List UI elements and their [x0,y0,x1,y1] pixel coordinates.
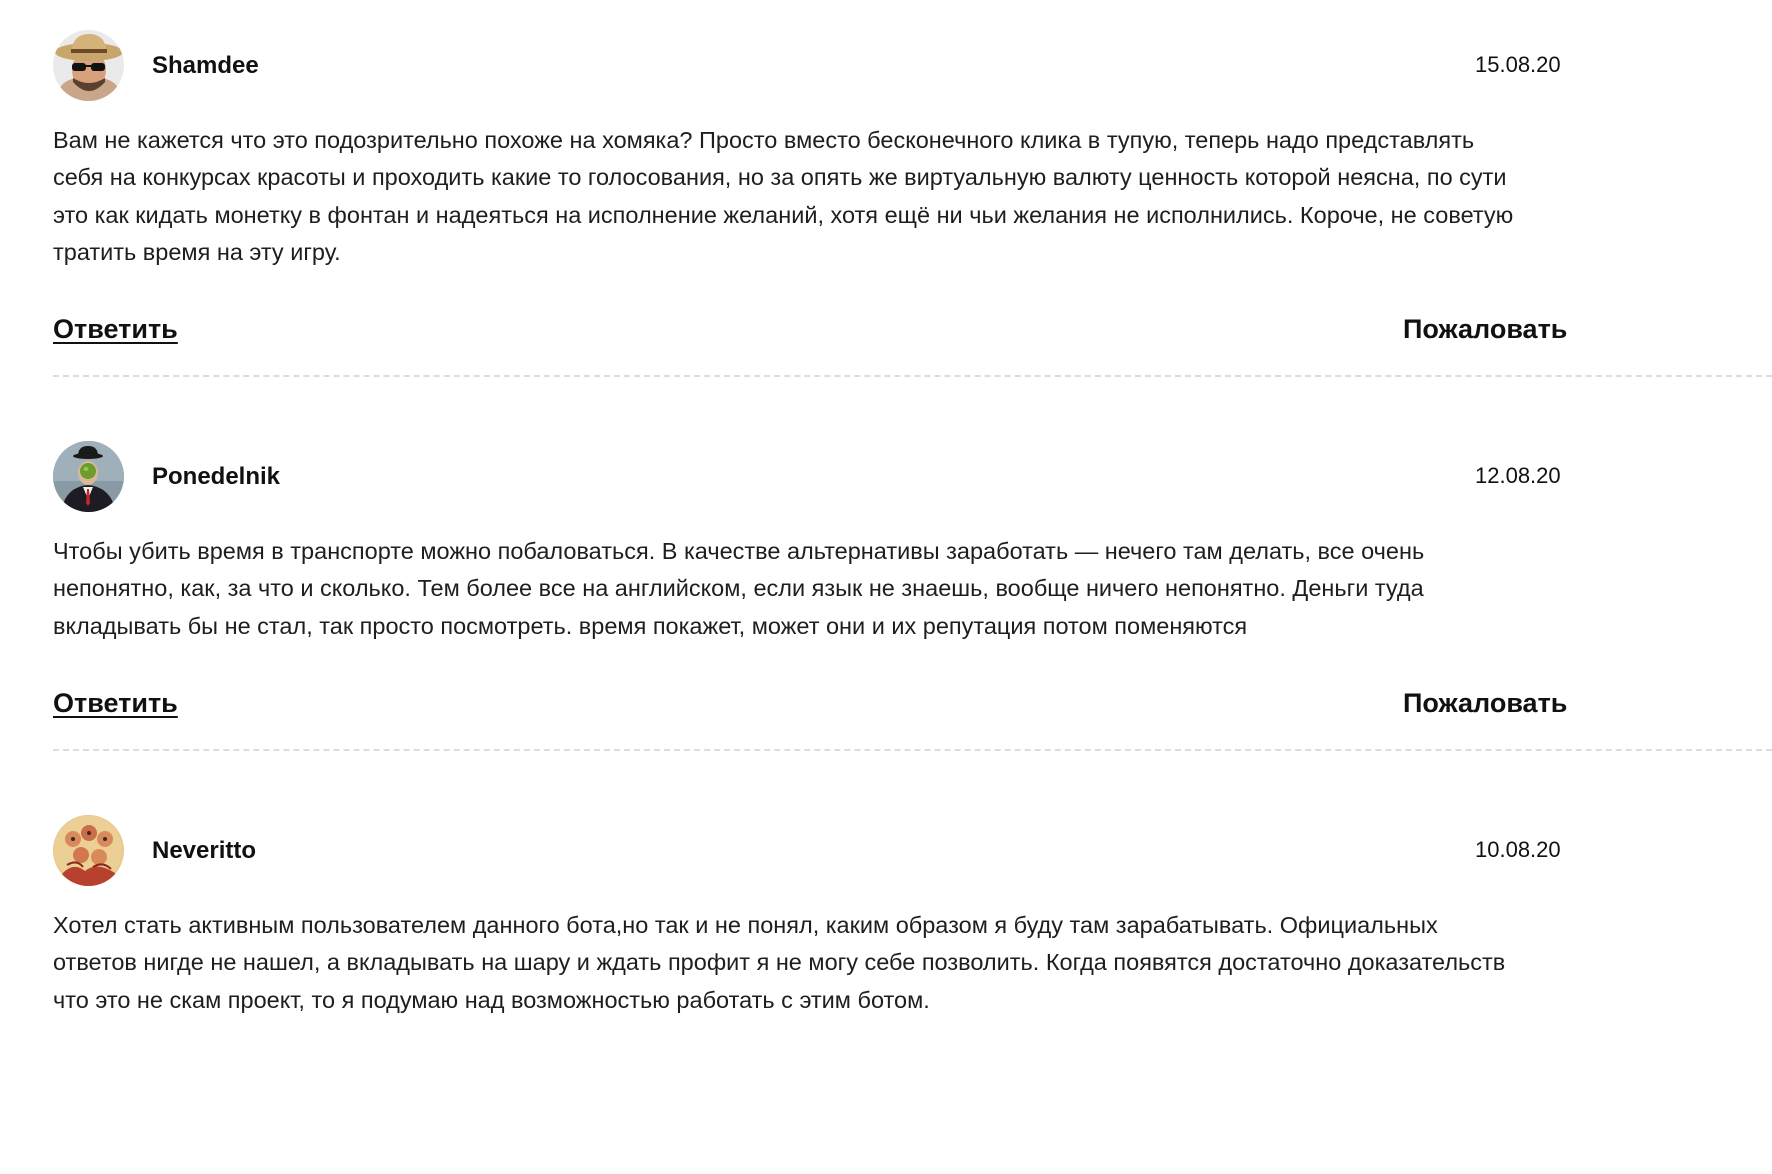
comment-divider [53,749,1772,751]
reply-link[interactable]: Ответить [53,314,178,344]
report-link[interactable]: Пожаловать [1403,314,1568,344]
comment-line: вкладывать бы не стал, так просто посмотреть. время покажет, может они и их репутация потом поменяются [53,612,1248,639]
comment-line: что это не скам проект, то я подумаю над возможностью работать с этим ботом. [53,986,930,1013]
comment-line: это как кидать монетку в фонтан и надеяться на исполнение желаний, хотя ещё ни чьи желания не исполнились. Короче, не советую [53,201,1514,228]
comment-line: Чтобы убить время в транспорте можно побаловаться. В качестве альтернативы заработать — нечего там делать, все очень [53,538,1425,564]
comment-text [53,907,1613,1019]
comment-header [53,30,1772,102]
comment-divider [53,375,1772,377]
comment-item [53,441,1772,718]
avatar-man-sunhat-icon [53,30,124,101]
comment-line: Вам не кажется что это подозрительно похоже на хомяка? Просто вместо бесконечного клика в тупую, теперь надо представлять [53,127,1475,153]
comment-line: тратить время на эту игру. [53,238,341,265]
user-avatar[interactable] [53,441,124,512]
avatar-painted-figures-icon [53,815,124,886]
report-link[interactable]: Пожаловать [1403,688,1568,718]
comment-author: Ponedelnik [152,463,281,490]
user-avatar[interactable] [53,815,124,886]
comment-line: ответов нигде не нашел, а вкладывать на шару и ждать профит я не могу себе позволить. Когда появятся достаточно доказательств [53,949,1506,976]
user-avatar[interactable] [53,30,124,101]
comment-date: 12.08.20 [1475,463,1561,488]
comment-author: Neveritto [152,837,257,864]
comment-item [53,30,1772,344]
comment-header [53,815,1772,887]
comment-author: Shamdee [152,52,259,79]
avatar-son-of-man-icon [53,441,124,512]
comment-date: 15.08.20 [1475,52,1561,77]
comment-line: непонятно, как, за что и сколько. Тем более все на английском, если язык не знаешь, вообще ничего непонятно. Деньги туда [53,575,1424,602]
reply-link[interactable]: Ответить [53,688,178,718]
comment-header [53,441,1772,513]
comment-text [53,533,1613,645]
comment-item [53,815,1772,1013]
comment-line: Хотел стать активным пользователем данного бота,но так и не понял, каким образом я буду там зарабатывать. Официальных [53,912,1438,938]
comment-line: себя на конкурсах красоты и проходить какие то голосования, но за опять же виртуальную валюту ценность которой неясна, по сути [53,164,1507,191]
comment-text [53,122,1613,271]
comment-date: 10.08.20 [1475,837,1561,862]
